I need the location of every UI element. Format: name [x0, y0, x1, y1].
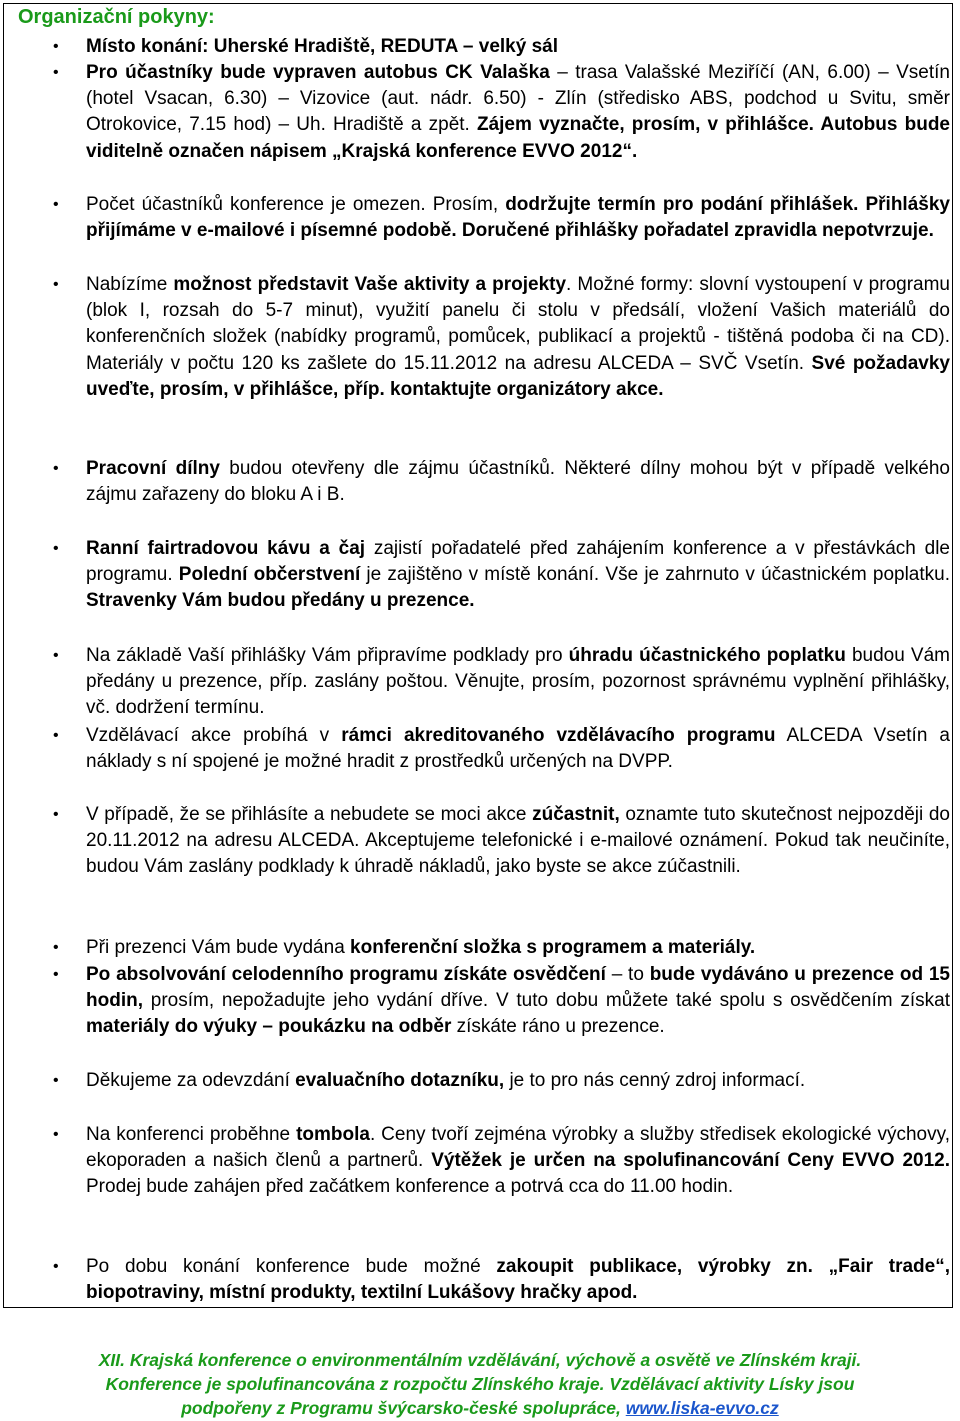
footer-line-3: [0, 1396, 960, 1420]
text: V případě, že se přihlásíte a nebudete se moci akce: [86, 804, 533, 825]
list-item: [53, 1122, 950, 1201]
bold-text: úhradu účastnického poplatku: [568, 645, 846, 666]
text: budou Vám předány u prezence, příp. zaslány poštou. Věnujte, prosím, pozornost správnému vyplnění přihlášky, vč. dodržení termínu.: [86, 645, 950, 719]
bold-text: zakoupit publikace, výrobky zn. „Fair trade“, biopotraviny, místní produkty, textilní Lukášovy hračky apod.: [86, 1256, 951, 1304]
footer-line-1: XII. Krajská konference o environmentálním vzdělávání, výchově a osvětě ve Zlínském kraji.: [98, 1350, 862, 1370]
text: je to pro nás cenný zdroj informací.: [504, 1070, 806, 1091]
bold-text: Po absolvování celodenního programu získáte osvědčení: [86, 964, 606, 985]
text: Po dobu konání konference bude možné: [86, 1256, 497, 1277]
bold-text: Místo konání: Uherské Hradiště, REDUTA – velký sál: [86, 36, 558, 57]
text: – to: [605, 964, 650, 985]
list-item: [53, 1254, 951, 1306]
text: budou otevřeny dle zájmu účastníků. Některé dílny mohou být v případě velkého zájmu zařazeny do bloku A i B.: [86, 458, 951, 506]
list-item: [53, 1068, 950, 1094]
bullet-icon: •: [53, 1126, 59, 1143]
text: Počet účastníků konference je omezen. Prosím,: [86, 194, 506, 215]
bullet-icon: •: [53, 38, 59, 55]
bullet-icon: •: [53, 196, 59, 213]
list-item: [53, 536, 950, 615]
bullet-icon: •: [53, 727, 59, 744]
list-item: [53, 723, 951, 775]
bold-text: konferenční složka s programem a materiály.: [350, 937, 756, 958]
bullet-icon: •: [53, 64, 59, 81]
text: zajistí pořadatelé před zahájením konference a v přestávkách dle programu.: [86, 538, 950, 586]
bullet-icon: •: [53, 966, 59, 983]
bullet-icon: •: [53, 939, 59, 956]
bold-text: bude vydáváno u prezence od 15 hodin,: [86, 964, 950, 1012]
list-item: [53, 643, 950, 722]
text: získáte ráno u prezence.: [451, 1016, 665, 1038]
text: je zajištěno v místě konání. Vše je zahrnuto v účastnickém poplatku.: [360, 564, 950, 586]
bold-text: tombola: [296, 1124, 370, 1145]
text: prosím, nepožadujte jeho vydání dříve. V tuto dobu můžete také spolu s osvědčením získat: [142, 990, 950, 1012]
text: – trasa Valašské Meziříčí (AN, 6.00) – Vsetín (hotel Vsacan, 6.30) – Vizovice (aut. nádr. 6.50) - Zlín (středisko ABS, podchod u Svitu, směr Otrokovice, 7.15 hod) – Uh. Hradiště a zpět.: [86, 62, 950, 136]
bullet-icon: •: [53, 540, 59, 557]
text: Na konferenci proběhne: [86, 1124, 297, 1145]
list-item: [53, 34, 950, 60]
text: Děkujeme za odevzdání: [86, 1070, 296, 1091]
text: . Možné formy: slovní vystoupení v programu (blok I, rozsah do 5-7 minut), využití panelu či stolu v předsálí, vložení Vašich materiálů do konferenčních složek (nabídky programů, pomůcek, publikací a projektů - tištěná podoba či na CD). Materiály v počtu 120 ks zašlete do 15.11.2012 na adresu ALCEDA – SVČ Vsetín.: [86, 274, 950, 374]
bold-text: rámci akreditovaného vzdělávacího programu: [341, 725, 776, 746]
list-item: [53, 456, 951, 508]
bullet-icon: •: [53, 460, 59, 477]
text: Vzdělávací akce probíhá v: [86, 725, 342, 746]
bold-text: evaluačního dotazníku,: [295, 1070, 505, 1091]
bullet-icon: •: [53, 806, 59, 823]
bold-text: Zájem vyznačte, prosím, v přihlášce. Autobus bude viditelně označen nápisem „Krajská konference EVVO 2012“.: [86, 114, 950, 162]
bold-text: Stravenky Vám budou předány u prezence.: [86, 590, 475, 612]
text: Nabízíme: [86, 274, 174, 295]
bold-text: Pro účastníky bude vypraven autobus CK Valaška: [86, 62, 550, 83]
list-item: [53, 272, 950, 403]
footer-line-3-text: podpořeny z Programu švýcarsko-české spolupráce,: [181, 1398, 626, 1418]
list-item: [53, 192, 950, 244]
footer-website-link[interactable]: www.liska-evvo.cz: [625, 1398, 779, 1418]
bullet-icon: •: [53, 647, 59, 664]
section-heading: Organizační pokyny:: [18, 6, 215, 28]
bullet-icon: •: [53, 1072, 59, 1089]
list-item: [53, 962, 950, 1041]
bold-text: zúčastnit,: [532, 804, 620, 825]
bold-text: Ranní fairtradovou kávu a čaj: [86, 538, 366, 559]
footer-line-2: Konference je spolufinancována z rozpočtu Zlínského kraje. Vzdělávací aktivity Lísky jsou: [105, 1374, 855, 1394]
bold-text: Polední občerstvení: [178, 564, 361, 586]
bullet-icon: •: [53, 276, 59, 293]
bold-text: Své požadavky uveďte, prosím, v přihlášce, příp. kontaktujte organizátory akce.: [86, 352, 950, 400]
bold-text: Pracovní dílny: [86, 458, 220, 479]
text: Na základě Vaší přihlášky Vám připravíme podklady pro: [86, 645, 569, 666]
text: oznamte tuto skutečnost nejpozději do 20.11.2012 na adresu ALCEDA. Akceptujeme telefonické i e-mailové oznámení. Pokud tak neučiníte, budou Vám zaslány podklady k úhradě nákladů, jako byste se akce zúčastnili.: [86, 804, 950, 878]
bullet-icon: •: [53, 1258, 59, 1275]
text: Prodej bude zahájen před začátkem konference a potrvá cca do 11.00 hodin.: [86, 1176, 734, 1198]
text: . Ceny tvoří zejména výrobky a služby středisek ekologické výchovy, ekoporaden a našich členů a partnerů.: [86, 1124, 950, 1172]
list-item: [53, 802, 950, 881]
bold-text: Výtěžek je určen na spolufinancování Ceny EVVO 2012.: [431, 1150, 950, 1172]
list-item: [53, 60, 950, 165]
list-item: [53, 935, 950, 961]
bold-text: materiály do výuky – poukázku na odběr: [86, 1016, 452, 1038]
bold-text: dodržujte termín pro podání přihlášek. Přihlášky přijímáme v e-mailové i písemné podobě. Doručené přihlášky pořadatel zpravidla nepotvrzuje.: [86, 194, 950, 242]
text: ALCEDA Vsetín a náklady s ní spojené je možné hradit z prostředků určených na DVPP.: [86, 725, 951, 773]
bold-text: možnost představit Vaše aktivity a projekty: [173, 274, 567, 295]
text: Při prezenci Vám bude vydána: [86, 937, 351, 958]
